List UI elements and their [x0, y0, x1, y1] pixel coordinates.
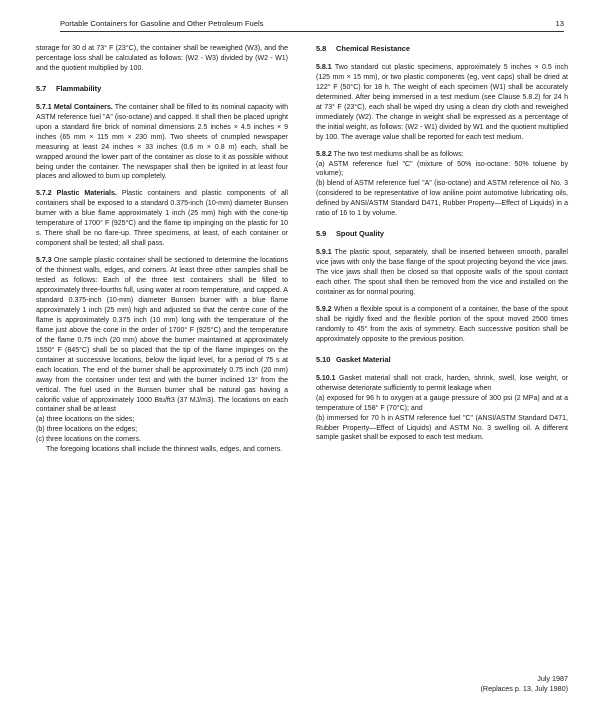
section-number: 5.10 [316, 354, 331, 364]
section-heading-5-9 [316, 229, 568, 239]
clause-text: Plastic containers and plastic components of all containers shall be exposed to a standard 0.375-inch (10-mm) diameter Bunsen burner with a blue flame approximately 1 inch (25 mm) high with the cone-tip temperature of 1700° F (925°C) and the flame tip impinging on the plastic for 10 s. There shall be no flare-up. Three specimens, at least, of each container or component shall be tested; all shall pass. [36, 190, 288, 248]
paragraph-5-10-1 [316, 374, 568, 394]
section-number: 5.7 [36, 83, 47, 93]
page-header [60, 10, 564, 32]
section-title: Chemical Resistance [336, 44, 410, 53]
list-item: (b) blend of ASTM reference fuel "A" (iso-octane) and ASTM reference oil No. 3 (considered to be representative of low aniline point automotive lubricating oils, defined by ANSI/ASTM Standard D471, Rubber Property—Effect of Liquids) in a ratio of 16 to 1 by volume. [316, 180, 568, 218]
clause-lead: 5.7.2 Plastic Materials. [36, 190, 117, 198]
clause-text: The container shall be filled to its nominal capacity with ASTM reference fuel "A" (iso-octane) and capped. It shall then be placed upright upon a standard fire brick of nominal dimensions 2.5 inches × 4.5 inches × 9 inches (65 mm × 115 mm × 230 mm). Two sheets of crumpled newspaper measuring at least 24 inches × 33 inches (0.6 m × 0.8 m) each, shall be wrapped around the lower part of the container as close to it as possible without being under the container. The newspaper shall then be ignited in at least four places and allowed to burn up completely. [36, 103, 288, 181]
list-item: (c) three locations on the corners. [36, 436, 141, 444]
section-heading-5-8 [316, 44, 568, 54]
right-column [316, 44, 568, 443]
section-title: Gasket Material [336, 354, 391, 364]
list-item: (b) immersed for 70 h in ASTM reference fuel "C" (ANSI/ASTM Standard D471, Rubber Property—Effect of Liquids) and ASTM No. 3 swelling oil. A different sample gasket shall be exposed to each test medium. [316, 414, 568, 442]
clause-lead: 5.7.3 [36, 257, 52, 265]
clause-lead: 5.8.2 [316, 150, 332, 158]
footer-replaces: (Replaces p. 13, July 1980) [480, 684, 568, 693]
section-title: Flammability [56, 83, 102, 93]
page-number: 13 [555, 19, 564, 28]
section-number: 5.9 [316, 229, 327, 239]
section-heading-5-7 [36, 84, 288, 94]
left-column [36, 44, 288, 455]
clause-lead: 5.7.1 Metal Containers. [36, 103, 113, 111]
list-item: (a) exposed for 96 h to oxygen at a gauge pressure of 300 psi (2 MPa) and at a temperature of 158° F (70°C); and [316, 394, 568, 412]
section-heading-5-10 [316, 355, 568, 365]
paragraph-5-7-1 [36, 103, 288, 183]
clause-text: Gasket material shall not crack, harden, shrink, swell, lose weight, or otherwise deteriorate sufficiently to permit leakage when [316, 374, 568, 392]
paragraph-5-9-1 [316, 248, 568, 298]
list-item: (b) three locations on the edges; [36, 426, 138, 434]
paragraph-5-8-2 [316, 150, 568, 160]
clause-text: One sample plastic container shall be sectioned to determine the locations of the thinnest walls, edges, and corners. At least three other samples shall be tested as follows: Each of the three test containers shall be filled to approximately three-fourths full, using water at room temperature, and capped. A standard 0.375-inch (10-mm) diameter Bunsen burner with a blue flame approximately 1 inch (25 mm) high and adjusted so that the centre cone of the flame is approximately 0.375 inch (10 mm) long with the temperature of the flame just above the cone in the order of 1700° F (925°C) and the temperature of the flame 0.75 inch (20 mm) above the burner maintained at approximately 1550° F (845°C) shall be so placed that the tip of the flame impinges on the container at successive locations, below the liquid level, for a period of 75 s at each location. The end of the burner shall be approximately 0.75 inch (20 mm) away from the container under test and with the burner inclined 13° from the vertical. The fuel used in the Bunsen burner shall be natural gas having a calorific value of approximately 1000 Btu/ft3 (37 MJ/m3). The locations on each container shall be at least [36, 257, 288, 414]
clause-lead: 5.8.1 [316, 63, 332, 71]
clause-text: The two test mediums shall be as follows: [331, 150, 464, 158]
clause-text: When a flexible spout is a component of a container, the base of the spout shall be rigidly fixed and the flexible portion of the spout moved 2500 times randomly to 45° from the axis of symmetry. Each successive position shall be approximately opposite to the previous position. [316, 305, 568, 343]
clause-lead: 5.10.1 [316, 374, 336, 382]
closing-sentence: The foregoing locations shall include the thinnest walls, edges, and corners. [46, 446, 283, 454]
running-title: Portable Containers for Gasoline and Other Petroleum Fuels [60, 19, 264, 28]
paragraph-5-8-1 [316, 63, 568, 143]
list-item: (a) ASTM reference fuel "C" (mixture of 50% iso-octane: 50% toluene by volume); [316, 160, 568, 178]
clause-text: Two standard cut plastic specimens, approximately 5 inches × 0.5 inch (125 mm × 15 mm), or two plastic components (eg, vent caps) shall be dried at 122° F (50°C) for 18 h. The weight of each specimen (W1) shall be accurately determined. After being immersed in a test medium (see Clause 5.8.2) for 24 h at 73° F (23°C), each shall be wiped dry using a clean dry cloth and reweighed immediately (W2). The change in weight shall be expressed as a percentage of the initial weight, as follows: (W2 - W1) divided by W1 and the quotient multiplied by 100. The average value shall be reported for each test medium. [316, 63, 568, 141]
intro-paragraph: storage for 30 d at 73° F (23°C), the container shall be reweighed (W3), and the percentage loss shall be calculated as follows: (W2 - W3) divided by (W2 - W1) and the quotient multiplied by 100. [36, 45, 288, 72]
footer-date: July 1987 [537, 674, 568, 683]
list-item: (a) three locations on the sides; [36, 416, 135, 424]
paragraph-5-7-3 [36, 256, 288, 415]
section-title: Spout Quality [336, 229, 385, 239]
clause-lead: 5.9.1 [316, 249, 332, 257]
section-number: 5.8 [316, 44, 327, 53]
clause-text: The plastic spout, separately, shall be inserted between smooth, parallel vice jaws with only the base flange of the spout projecting beyond the vice jaws. The vice jaws shall then be closed so that opposite walls of the spout contact each other. The spout shall then be removed from the vice and installed on the container as for normal pouring. [316, 249, 568, 297]
clause-lead: 5.9.2 [316, 305, 332, 313]
page-footer [481, 674, 569, 694]
paragraph-5-7-2 [36, 189, 288, 249]
paragraph-5-9-2 [316, 305, 568, 345]
